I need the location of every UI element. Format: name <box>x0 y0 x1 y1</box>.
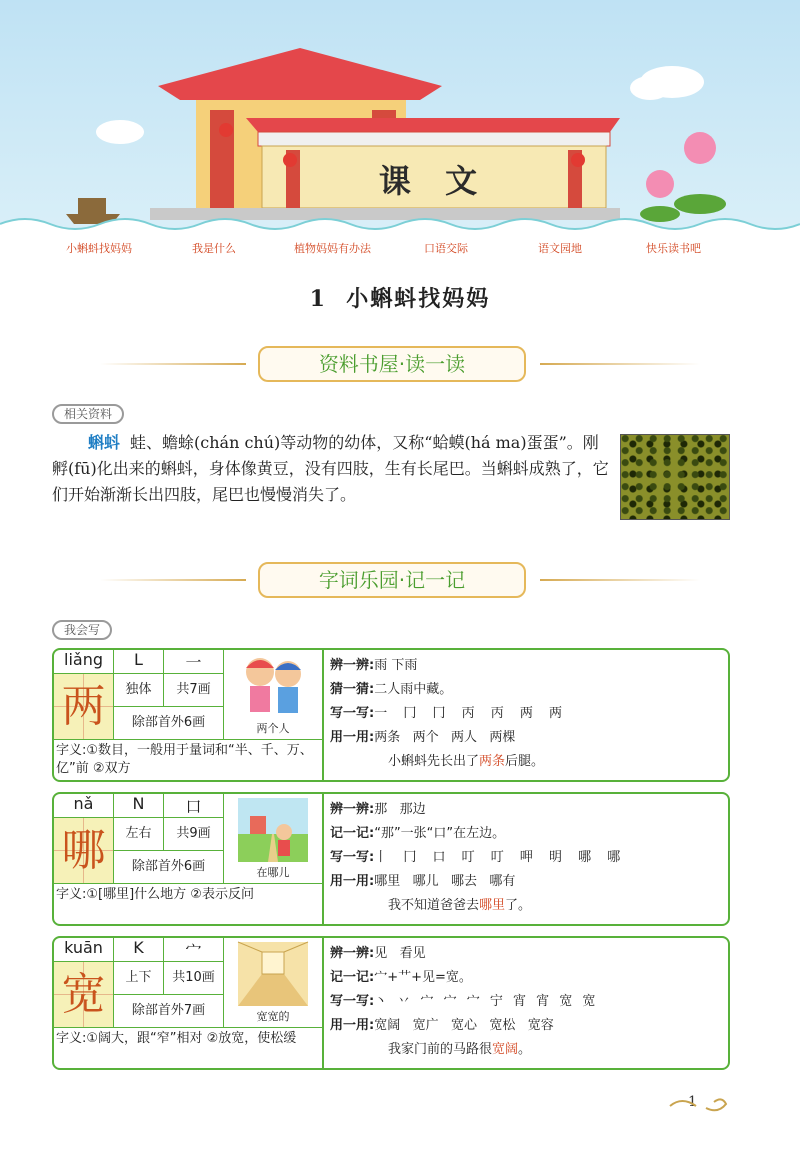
char-card-kuan <box>52 936 730 1070</box>
example-sentence: 小蝌蚪先长出了两条后腿。 <box>388 754 545 769</box>
practice-row: 用一用:宽阔 宽广 宽心 宽松 宽容 <box>330 1018 554 1033</box>
section-header-reading <box>0 344 800 384</box>
child-road-illustration <box>224 794 322 866</box>
stroke-count: 共7画 <box>164 674 224 707</box>
extra-strokes: 除部首外6画 <box>114 851 224 884</box>
paragraph-text: 蛙、蟾蜍(chán chú)等动物的幼体，又称“蛤蟆(há ma)蛋蛋”。刚孵(fū)化出来的蝌蚪，身体像黄豆，没有四肢，生有长尾巴。当蝌蚪成熟了，它们开始渐渐长出四肢，尾巴也慢慢消失了。 <box>52 433 609 504</box>
i-can-write-tag: 我会写 <box>52 620 112 640</box>
stroke-count: 共10画 <box>164 962 224 995</box>
nav-item[interactable]: 口语交际 <box>424 242 468 255</box>
nav-item[interactable]: 快乐读书吧 <box>646 242 701 255</box>
char-card-liang <box>52 648 730 782</box>
practice-row: 记一记:宀+艹+见=宽。 <box>330 970 472 985</box>
banner-title: 课 文 <box>378 162 482 200</box>
practice-row: 写一写:一 冂 冂 丙 丙 两 两 <box>330 706 568 721</box>
structure: 独体 <box>114 674 164 707</box>
page-number: 1 <box>688 1094 697 1110</box>
pinyin: kuān <box>54 938 114 962</box>
keyword: 蝌蚪 <box>88 433 121 452</box>
example-sentence: 我家门前的马路很宽阔。 <box>388 1042 532 1057</box>
illustration <box>224 938 322 1028</box>
practice-row: 写一写:丶 丷 宀 宀 宀 宁 宵 宵 宽 宽 <box>330 994 599 1009</box>
practice-row: 猜一猜:二人雨中藏。 <box>330 682 453 697</box>
related-info-tag: 相关资料 <box>52 404 124 424</box>
tadpoles-photo <box>620 434 730 520</box>
pic-caption: 两个人 <box>256 722 290 735</box>
header-banner <box>0 0 800 232</box>
wide-hall-illustration <box>224 938 322 1010</box>
pinyin: nǎ <box>54 794 114 818</box>
section-title: 资料书屋·读一读 <box>258 346 526 382</box>
example-sentence: 我不知道爸爸去哪里了。 <box>388 898 532 913</box>
pic-caption: 宽宽的 <box>256 1010 290 1023</box>
illustration <box>224 650 322 740</box>
practice-row: 辨一辨:见 看见 <box>330 946 426 961</box>
structure: 上下 <box>114 962 164 995</box>
extra-strokes: 除部首外6画 <box>114 707 224 740</box>
index-letter: L <box>114 650 164 674</box>
practice-area <box>330 654 720 774</box>
practice-area <box>330 798 720 918</box>
extra-strokes: 除部首外7画 <box>114 995 224 1028</box>
wave-border <box>0 214 800 232</box>
big-character: 两 <box>54 674 114 740</box>
practice-row: 记一记:“那”一张“口”在左边。 <box>330 826 506 841</box>
two-children-illustration <box>224 650 322 722</box>
unit-nav <box>0 238 800 260</box>
structure: 左右 <box>114 818 164 851</box>
practice-row: 写一写:丨 冂 口 叮 叮 呷 明 哪 哪 <box>330 850 627 865</box>
radical: 宀 <box>164 938 224 962</box>
practice-row: 辨一辨:雨 下雨 <box>330 658 418 673</box>
lesson-title: 1 小蝌蚪找妈妈 <box>309 286 491 312</box>
practice-row: 用一用:哪里 哪儿 哪去 哪有 <box>330 874 516 889</box>
page-ornament-icon <box>666 1092 736 1116</box>
big-character: 宽 <box>54 962 114 1028</box>
illustration <box>224 794 322 884</box>
radical: 一 <box>164 650 224 674</box>
radical: 口 <box>164 794 224 818</box>
stroke-count: 共9画 <box>164 818 224 851</box>
tadpole-paragraph <box>52 430 612 508</box>
nav-item[interactable]: 小蝌蚪找妈妈 <box>66 242 132 255</box>
meaning: 字义:①阔大，跟“窄”相对 ②放宽，使松缓 <box>56 1031 297 1046</box>
meaning: 字义:①[哪里]什么地方 ②表示反问 <box>56 887 254 902</box>
nav-item[interactable]: 我是什么 <box>192 242 236 255</box>
char-card-na <box>52 792 730 926</box>
pic-caption: 在哪儿 <box>256 866 290 879</box>
index-letter: K <box>114 938 164 962</box>
practice-area <box>330 942 720 1062</box>
index-letter: N <box>114 794 164 818</box>
practice-row: 用一用:两条 两个 两人 两棵 <box>330 730 516 745</box>
meaning: 字义:①数目，一般用于量词和“半、千、万、亿”前 ②双方 <box>56 743 313 776</box>
big-character: 哪 <box>54 818 114 884</box>
pinyin: liǎng <box>54 650 114 674</box>
section-header-words <box>0 560 800 600</box>
section-title: 字词乐园·记一记 <box>258 562 526 598</box>
nav-item[interactable]: 语文园地 <box>538 242 582 255</box>
practice-row: 辨一辨:那 那边 <box>330 802 426 817</box>
nav-item[interactable]: 植物妈妈有办法 <box>294 242 371 255</box>
